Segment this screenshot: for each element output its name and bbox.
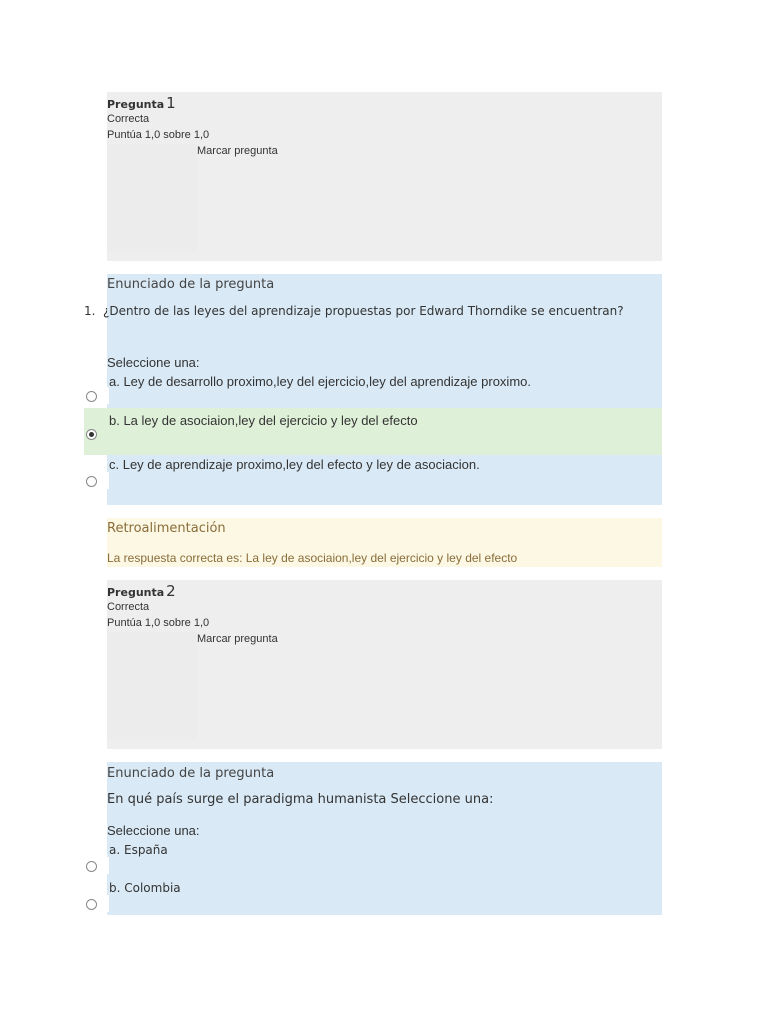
radio-button[interactable] — [86, 861, 97, 872]
question-title: Pregunta 2 — [107, 582, 176, 600]
answer-option-b[interactable] — [84, 878, 662, 915]
correct-answer-text: La respuesta correcta es: La ley de asociaion,ley del ejercicio y ley del efecto — [107, 551, 518, 565]
flag-question-link[interactable]: Marcar pregunta — [197, 145, 278, 157]
radio-button[interactable] — [86, 476, 97, 487]
question-1-content — [84, 274, 662, 505]
answer-option-a[interactable] — [84, 840, 662, 878]
select-prompt: Seleccione una: — [107, 823, 200, 838]
question-state: Correcta — [107, 113, 150, 125]
answer-label[interactable]: a. España — [109, 843, 168, 857]
question-list-marker: 1. — [84, 304, 96, 318]
answer-label[interactable]: a. Ley de desarrollo proximo,ley del ejercicio,ley del aprendizaje proximo. — [109, 374, 531, 389]
question-text: ¿Dentro de las leyes del aprendizaje propuestas por Edward Thorndike se encuentran? — [103, 304, 624, 318]
question-number: 1 — [166, 94, 176, 112]
info-side-strip — [107, 144, 197, 251]
answer-option-c[interactable] — [84, 455, 662, 495]
question-grade: Puntúa 1,0 sobre 1,0 — [107, 129, 210, 141]
question-1-feedback — [107, 518, 662, 567]
answer-option-a[interactable] — [84, 370, 662, 408]
question-number: 2 — [166, 582, 176, 600]
question-2-info — [107, 580, 662, 749]
question-heading: Enunciado de la pregunta — [107, 766, 275, 781]
select-prompt: Seleccione una: — [107, 355, 200, 370]
question-text: En qué país surge el paradigma humanista Seleccione una: — [107, 792, 494, 807]
question-state: Correcta — [107, 601, 150, 613]
radio-button[interactable] — [86, 391, 97, 402]
question-title: Pregunta 1 — [107, 94, 176, 112]
question-heading: Enunciado de la pregunta — [107, 277, 275, 292]
answer-label[interactable]: c. Ley de aprendizaje proximo,ley del efecto y ley de asociacion. — [109, 457, 480, 472]
question-1-info — [107, 92, 662, 261]
radio-button-checked[interactable] — [86, 429, 97, 440]
question-2-content — [107, 762, 662, 915]
radio-button[interactable] — [86, 899, 97, 910]
info-side-strip — [107, 632, 197, 739]
answer-option-b[interactable] — [84, 408, 662, 455]
answer-label[interactable]: b. La ley de asociaion,ley del ejercicio y ley del efecto — [109, 413, 418, 428]
question-grade: Puntúa 1,0 sobre 1,0 — [107, 617, 210, 629]
flag-question-link[interactable]: Marcar pregunta — [197, 633, 278, 645]
feedback-heading: Retroalimentación — [107, 521, 226, 536]
answer-label[interactable]: b. Colombia — [109, 881, 181, 895]
